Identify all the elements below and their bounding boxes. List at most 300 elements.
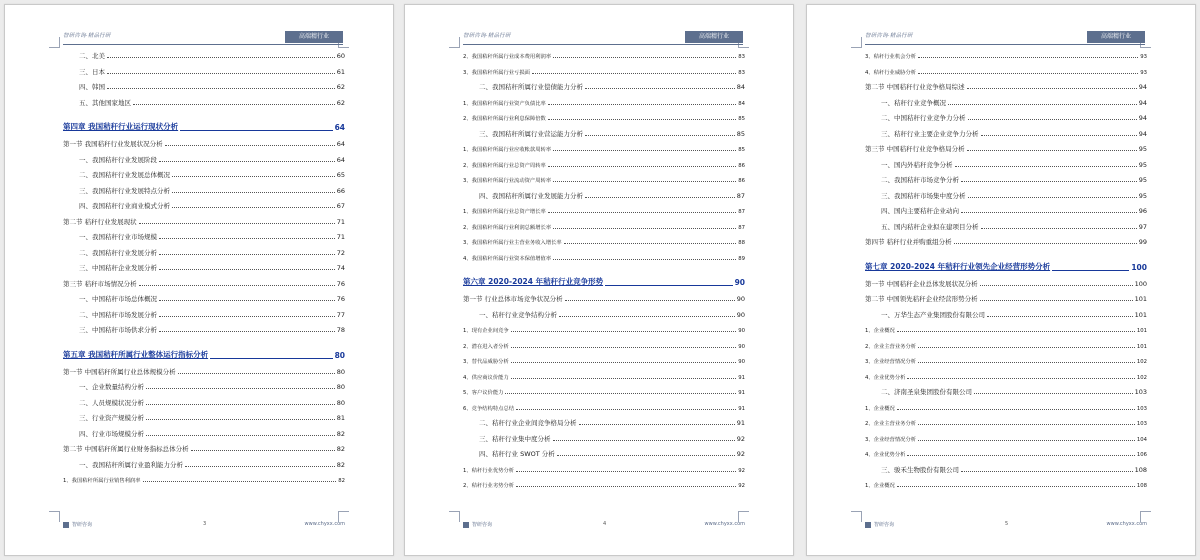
- toc-entry-title: 二、中国秸秆行业竞争力分析: [881, 114, 966, 122]
- toc-entry[interactable]: [63, 411, 345, 422]
- toc-entry-page: 80: [336, 383, 345, 391]
- toc-dot-leader: [548, 119, 736, 120]
- toc-entry-page: 96: [1138, 207, 1147, 215]
- toc-entry-title: 四、韩国: [79, 83, 105, 91]
- toc-entry[interactable]: [63, 65, 345, 76]
- toc-entry[interactable]: [63, 308, 345, 319]
- page-footer: [463, 521, 745, 531]
- toc-entry[interactable]: [463, 173, 745, 184]
- toc-entry[interactable]: [463, 370, 745, 381]
- toc-entry-title: 1、我国秸秆所属行业资产负债比率: [463, 100, 546, 107]
- toc-entry[interactable]: [865, 416, 1147, 427]
- page-number: 4: [603, 521, 607, 527]
- toc-entry-title: 一、我国秸秆行业发展阶段: [79, 155, 157, 164]
- page-number: 5: [1005, 521, 1009, 527]
- header-rule: [63, 44, 343, 45]
- toc-entry-title: 第二节 秸秆行业发展现状: [63, 217, 137, 226]
- toc-entry[interactable]: [865, 111, 1147, 122]
- toc-entry[interactable]: [63, 396, 345, 407]
- toc-dot-leader: [178, 373, 335, 374]
- toc-dot-leader: [987, 316, 1133, 317]
- toc-entry-page: 101: [1136, 328, 1147, 334]
- header-tag: 高端精行业: [685, 31, 743, 43]
- toc-entry-page: 83: [738, 69, 745, 76]
- toc-entry[interactable]: [463, 463, 745, 474]
- toc-entry-title: 二、秸秆行业企业间竞争格局分析: [479, 419, 577, 427]
- toc-entry[interactable]: [865, 432, 1147, 443]
- toc-entry-title: 第一节 中国秸秆企业总体发展状况分析: [865, 279, 978, 288]
- toc-entry[interactable]: [463, 447, 745, 458]
- toc-entry[interactable]: [865, 142, 1147, 153]
- toc-dot-leader: [553, 181, 736, 182]
- toc-entry-title: 二、济南圣泉集团股份有限公司: [881, 388, 972, 396]
- toc-entry-title: 一、我国秸秆行业市场规模: [79, 233, 157, 241]
- toc-entry-page: 74: [336, 264, 345, 272]
- toc-entry-title: 二、我国秸秆行业发展分析: [79, 248, 157, 257]
- toc-dot-leader: [511, 331, 737, 332]
- toc-entry-page: 94: [1138, 98, 1147, 107]
- toc-entry[interactable]: [63, 380, 345, 391]
- toc-entry[interactable]: [63, 80, 345, 91]
- toc-entry-page: 90: [738, 328, 745, 334]
- toc-entry-title: 第一节 我国秸秆行业发展状况分析: [63, 140, 163, 148]
- toc-dot-leader: [159, 331, 335, 332]
- toc-dot-leader: [516, 486, 736, 487]
- toc-entry[interactable]: [865, 220, 1147, 231]
- toc-entry-page: 80: [336, 398, 345, 407]
- toc-chapter-entry[interactable]: [463, 276, 745, 287]
- toc-entry-page: 81: [336, 414, 345, 422]
- toc-entry[interactable]: [463, 158, 745, 169]
- toc-entry[interactable]: [463, 323, 745, 334]
- toc-entry[interactable]: [865, 204, 1147, 215]
- toc-entry[interactable]: [463, 96, 745, 107]
- toc-entry[interactable]: [63, 458, 345, 469]
- toc-dot-leader: [557, 455, 735, 456]
- toc-dot-leader: [180, 130, 332, 131]
- toc-entry[interactable]: [63, 473, 345, 484]
- toc-entry-title: 二、中国秸秆市场发展分析: [79, 310, 157, 319]
- toc-entry-page: 108: [1136, 483, 1147, 489]
- toc-dot-leader: [954, 243, 1137, 244]
- toc-entry[interactable]: [865, 354, 1147, 365]
- toc-entry[interactable]: [865, 277, 1147, 288]
- toc-dot-leader: [172, 176, 335, 177]
- toc-dot-leader: [143, 481, 337, 482]
- toc-entry-title: 第二节 中国秸秆行业竞争格局综述: [865, 83, 965, 91]
- toc-entry-title: 三、我国秸秆行业发展特点分析: [79, 186, 170, 195]
- toc-entry[interactable]: [63, 168, 345, 179]
- footer-brand: 智研咨询: [472, 522, 493, 528]
- toc-dot-leader: [918, 347, 1135, 348]
- toc-dot-leader: [1052, 270, 1129, 271]
- toc-entry-title: 五、国内秸秆企业拟在建项目分析: [881, 222, 979, 231]
- toc-entry-page: 80: [336, 367, 345, 376]
- toc-dot-leader: [968, 119, 1137, 120]
- toc-entry-title: 三、行业资产规模分析: [79, 414, 144, 422]
- toc-dot-leader: [516, 471, 736, 472]
- toc-entry-title: 四、国内主要秸秆企业动向: [881, 207, 959, 215]
- toc-entry[interactable]: [463, 339, 745, 350]
- toc-entry[interactable]: [865, 370, 1147, 381]
- toc-entry-title: 五、其他国家地区: [79, 98, 131, 107]
- toc-entry-title: 3、我国秸秆所属行业主营业务收入增长率: [463, 240, 562, 246]
- toc-entry-title: 一、万华生态产业集团股份有限公司: [881, 310, 985, 319]
- toc-entry-page: 101: [1136, 343, 1147, 350]
- toc-dot-leader: [511, 347, 737, 348]
- toc-entry[interactable]: [63, 49, 345, 60]
- toc-entry-page: 82: [338, 478, 345, 484]
- toc-entry-page: 97: [1138, 222, 1147, 231]
- toc-dot-leader: [961, 181, 1137, 182]
- toc-entry-page: 100: [1134, 279, 1147, 288]
- toc-dot-leader: [159, 161, 335, 162]
- toc-entry-title: 三、我国秸秆所属行业营运能力分析: [479, 129, 583, 138]
- toc-dot-leader: [605, 285, 732, 286]
- toc-entry-title: 2、我国秸秆所属行业利息保障倍数: [463, 116, 546, 122]
- toc-dot-leader: [553, 150, 736, 151]
- toc-entry[interactable]: [865, 463, 1147, 474]
- toc-entry-page: 91: [736, 419, 745, 427]
- toc-dot-leader: [133, 104, 335, 105]
- footer-logo-icon: [865, 522, 871, 528]
- toc-dot-leader: [185, 466, 335, 467]
- document-page-3: [806, 4, 1196, 556]
- toc-entry-title: 二、我国秸秆所属行业偿债能力分析: [479, 83, 583, 91]
- toc-entry[interactable]: [463, 65, 745, 76]
- toc-entry-title: 一、秸秆行业竞争结构分析: [479, 310, 557, 319]
- page-header: [865, 31, 1145, 45]
- toc-dot-leader: [553, 228, 736, 229]
- toc-dot-leader: [516, 409, 736, 410]
- toc-entry-title: 3、企业经营情况分析: [865, 436, 917, 443]
- toc-entry-page: 77: [336, 310, 345, 319]
- toc-entry[interactable]: [865, 385, 1147, 396]
- toc-entry-title: 2、我国秸秆所属行业利润总额增长率: [463, 224, 552, 231]
- toc-entry-title: 2、潜在进入者分析: [463, 343, 509, 350]
- toc-entry[interactable]: [865, 323, 1147, 334]
- toc-dot-leader: [948, 104, 1137, 105]
- toc-dot-leader: [897, 486, 1135, 487]
- toc-entry[interactable]: [865, 189, 1147, 200]
- toc-entry[interactable]: [63, 277, 345, 288]
- toc-dot-leader: [210, 358, 332, 359]
- toc-entry-page: 104: [1136, 436, 1147, 443]
- toc-entry-page: 62: [336, 98, 345, 107]
- toc-entry-title: 二、我国秸秆行业发展总体概况: [79, 171, 170, 179]
- toc-entry-page: 94: [1138, 114, 1147, 122]
- toc-entry-title: 第四节 秸秆行业并购重组分析: [865, 238, 952, 246]
- toc-entry-title: 1、企业概况: [865, 328, 895, 334]
- toc-entry-page: 62: [336, 83, 345, 91]
- crop-mark-top-left: [851, 37, 862, 48]
- toc-entry[interactable]: [463, 432, 745, 443]
- toc-entry-title: 4、我国秸秆所属行业资本保值增值率: [463, 255, 552, 262]
- toc-entry-page: 93: [1140, 69, 1147, 76]
- footer-logo-icon: [63, 522, 69, 528]
- toc-entry[interactable]: [865, 339, 1147, 350]
- toc-dot-leader: [918, 424, 1135, 425]
- toc-entry-page: 103: [1134, 388, 1147, 396]
- toc-entry[interactable]: [463, 80, 745, 91]
- toc-entry-title: 第六章 2020-2024 年秸秆行业竞争形势: [463, 277, 604, 286]
- toc-dot-leader: [907, 455, 1134, 456]
- toc-dot-leader: [585, 88, 735, 89]
- toc-entry[interactable]: [865, 80, 1147, 91]
- toc-entry[interactable]: [865, 173, 1147, 184]
- toc-dot-leader: [981, 135, 1137, 136]
- toc-entry-title: 四、行业市场规模分析: [79, 429, 144, 438]
- toc-entry[interactable]: [63, 153, 345, 164]
- toc-entry[interactable]: [463, 354, 745, 365]
- toc-entry-page: 102: [1136, 374, 1147, 381]
- toc-entry-page: 91: [738, 405, 745, 412]
- toc-entry[interactable]: [463, 204, 745, 215]
- toc-dot-leader: [585, 197, 735, 198]
- toc-entry-title: 1、秸秆行业优势分析: [463, 467, 515, 474]
- toc-entry[interactable]: [63, 230, 345, 241]
- toc-entry[interactable]: [865, 235, 1147, 246]
- toc-entry[interactable]: [63, 261, 345, 272]
- toc-dot-leader: [967, 88, 1137, 89]
- toc-entry-title: 三、骏禾生物股份有限公司: [881, 465, 959, 474]
- toc-entry-title: 3、我国秸秆所属行业流动资产周转率: [463, 178, 552, 184]
- toc-dot-leader: [511, 378, 737, 379]
- toc-entry-page: 85: [738, 116, 745, 122]
- toc-dot-leader: [548, 212, 736, 213]
- toc-entry[interactable]: [463, 111, 745, 122]
- toc-entry-page: 80: [334, 350, 345, 360]
- crop-mark-bottom-left: [449, 511, 460, 522]
- toc-entry[interactable]: [63, 292, 345, 303]
- toc-dot-leader: [107, 73, 335, 74]
- toc-entry-title: 3、秸秆行业机会分析: [865, 54, 917, 60]
- toc-entry-page: 64: [336, 155, 345, 164]
- toc-entry-title: 3、企业经营情况分析: [865, 359, 917, 365]
- header-rule: [463, 44, 743, 45]
- toc-dot-leader: [553, 57, 736, 58]
- toc-entry-page: 99: [1138, 238, 1147, 246]
- toc-entry-title: 三、日本: [79, 67, 105, 76]
- toc-dot-leader: [918, 73, 1138, 74]
- crop-mark-top-left: [49, 37, 60, 48]
- toc-entry-page: 87: [738, 224, 745, 231]
- toc-entry-page: 101: [1134, 310, 1147, 319]
- toc-entry[interactable]: [463, 142, 745, 153]
- toc-entry[interactable]: [63, 96, 345, 107]
- header-rule: [865, 44, 1145, 45]
- toc-entry[interactable]: [463, 478, 745, 489]
- toc-dot-leader: [918, 57, 1138, 58]
- toc-entry[interactable]: [463, 385, 745, 396]
- toc-dot-leader: [553, 440, 735, 441]
- toc-entry-title: 二、北美: [79, 52, 105, 60]
- toc-entry[interactable]: [463, 416, 745, 427]
- header-brand: 智研咨询·精品行研: [63, 33, 111, 39]
- toc-entry[interactable]: [63, 246, 345, 257]
- toc-entry-title: 一、企业数量结构分析: [79, 383, 144, 391]
- toc-entry-page: 95: [1138, 160, 1147, 169]
- toc-entry-page: 94: [1138, 129, 1147, 138]
- toc-entry-page: 82: [336, 445, 345, 453]
- toc-entry[interactable]: [865, 127, 1147, 138]
- toc-entry-title: 第二节 中国秸秆所属行业财务指标总体分析: [63, 445, 189, 453]
- toc-entry[interactable]: [865, 49, 1147, 60]
- toc-dot-leader: [139, 223, 335, 224]
- toc-entry[interactable]: [463, 308, 745, 319]
- toc-dot-leader: [553, 259, 736, 260]
- footer-brand: 智研咨询: [72, 522, 93, 528]
- toc-entry[interactable]: [63, 442, 345, 453]
- toc-dot-leader: [559, 316, 735, 317]
- toc-entry-page: 92: [738, 483, 745, 489]
- toc-dot-leader: [980, 300, 1133, 301]
- toc-entry[interactable]: [63, 215, 345, 226]
- toc-entry[interactable]: [463, 401, 745, 412]
- toc-entry-page: 103: [1136, 421, 1147, 427]
- toc-entry[interactable]: [463, 189, 745, 200]
- toc-entry[interactable]: [63, 427, 345, 438]
- toc-entry-title: 1、企业概况: [865, 405, 895, 412]
- toc-dot-leader: [955, 166, 1137, 167]
- toc-entry[interactable]: [463, 220, 745, 231]
- toc-entry[interactable]: [63, 137, 345, 148]
- toc-entry-title: 二、人员规模状况分析: [79, 398, 144, 407]
- toc-chapter-entry[interactable]: [63, 121, 345, 132]
- toc-entry[interactable]: [865, 96, 1147, 107]
- toc-entry-title: 4、秸秆行业威胁分析: [865, 69, 917, 76]
- toc-entry-page: 92: [736, 450, 745, 458]
- toc-entry[interactable]: [63, 184, 345, 195]
- toc-entry-page: 67: [336, 202, 345, 210]
- toc-entry[interactable]: [865, 292, 1147, 303]
- toc-entry-title: 1、企业概况: [865, 483, 895, 489]
- toc-entry[interactable]: [63, 199, 345, 210]
- toc-entry-title: 2、我国秸秆所属行业总资产周转率: [463, 162, 546, 169]
- crop-mark-bottom-left: [851, 511, 862, 522]
- header-brand: 智研咨询·精品行研: [865, 33, 913, 39]
- toc-entry-title: 第七章 2020-2024 年秸秆行业领先企业经营形势分析: [865, 261, 1051, 271]
- toc-dot-leader: [907, 378, 1134, 379]
- toc-dot-leader: [548, 166, 736, 167]
- toc-entry-title: 四、我国秸秆行业商业模式分析: [79, 202, 170, 210]
- toc-dot-leader: [918, 362, 1135, 363]
- toc-entry-page: 78: [336, 326, 345, 334]
- toc-chapter-entry[interactable]: [63, 349, 345, 360]
- toc-entry-title: 三、中国秸秆企业发展分析: [79, 264, 157, 272]
- toc-entry-title: 3、我国秸秆所属行业亏损面: [463, 69, 530, 76]
- header-tag: 高端精行业: [1087, 31, 1145, 43]
- toc-entry-page: 95: [1138, 145, 1147, 153]
- toc-entry-title: 4、企业优势分析: [865, 374, 906, 381]
- toc-entry-page: 91: [738, 390, 745, 396]
- toc-entry[interactable]: [463, 49, 745, 60]
- toc-entry[interactable]: [463, 251, 745, 262]
- toc-dot-leader: [981, 228, 1137, 229]
- toc-dot-leader: [146, 435, 335, 436]
- toc-dot-leader: [511, 362, 737, 363]
- toc-dot-leader: [974, 393, 1133, 394]
- toc-entry-title: 三、中国秸秆市场供求分析: [79, 326, 157, 334]
- toc-dot-leader: [159, 254, 335, 255]
- toc-entry-title: 二、我国秸秆市场竞争分析: [881, 176, 959, 184]
- toc-entry-title: 一、我国秸秆所属行业盈利能力分析: [79, 460, 183, 469]
- toc-dot-leader: [165, 145, 335, 146]
- toc-chapter-entry[interactable]: [865, 261, 1147, 272]
- toc-entry-page: 76: [336, 295, 345, 303]
- toc-dot-leader: [159, 300, 335, 301]
- toc-entry-page: 88: [738, 240, 745, 246]
- toc-entry-page: 95: [1138, 191, 1147, 200]
- toc-entry-title: 2、秸秆行业劣势分析: [463, 483, 515, 489]
- toc-entry[interactable]: [865, 447, 1147, 458]
- toc-entry[interactable]: [865, 478, 1147, 489]
- crop-mark-top-left: [449, 37, 460, 48]
- toc-entry-page: 106: [1136, 452, 1147, 458]
- toc-dot-leader: [146, 388, 335, 389]
- toc-entry[interactable]: [63, 323, 345, 334]
- toc-entry-title: 第一节 中国秸秆所属行业总体规模分析: [63, 367, 176, 376]
- header-brand: 智研咨询·精品行研: [463, 33, 511, 39]
- toc-entry-title: 1、现有企业间竞争: [463, 328, 509, 334]
- toc-entry[interactable]: [63, 365, 345, 376]
- toc-entry[interactable]: [463, 127, 745, 138]
- toc-entry-page: 103: [1136, 405, 1147, 412]
- toc-entry-page: 84: [736, 83, 745, 91]
- toc-entry-title: 1、我国秸秆所属行业总资产增长率: [463, 209, 546, 215]
- toc-entry-title: 一、中国秸秆市场总体概况: [79, 295, 157, 303]
- toc-entry-page: 86: [738, 162, 745, 169]
- toc-entry[interactable]: [865, 65, 1147, 76]
- page-footer: [63, 521, 345, 531]
- crop-mark-bottom-left: [49, 511, 60, 522]
- toc-entry[interactable]: [463, 292, 745, 303]
- toc-dot-leader: [159, 316, 335, 317]
- toc-dot-leader: [146, 419, 335, 420]
- toc-entry-page: 71: [336, 233, 345, 241]
- toc-dot-leader: [159, 238, 335, 239]
- toc-entry-title: 1、我国秸秆所属行业销售利润率: [63, 478, 141, 484]
- toc-dot-leader: [961, 212, 1137, 213]
- toc-entry-page: 92: [736, 434, 745, 443]
- toc-entry-title: 第三节 中国秸秆行业竞争格局分析: [865, 145, 965, 153]
- toc-entry[interactable]: [463, 235, 745, 246]
- toc-entry-page: 64: [334, 123, 345, 132]
- toc-entry-title: 4、供应商议价能力: [463, 374, 509, 381]
- toc-entry-page: 102: [1136, 359, 1147, 365]
- toc-entry-title: 6、竞争结构特点总结: [463, 405, 515, 412]
- toc-dot-leader: [107, 88, 335, 89]
- toc-entry[interactable]: [865, 158, 1147, 169]
- toc-entry-title: 第二节 中国领先秸秆企业经营形势分析: [865, 295, 978, 303]
- page-header: [63, 31, 343, 45]
- toc-dot-leader: [139, 285, 335, 286]
- toc-entry-title: 第一节 行业总体市场竞争状况分析: [463, 295, 563, 303]
- toc-entry-title: 第五章 我国秸秆所属行业整体运行指标分析: [63, 349, 209, 359]
- footer-logo-icon: [463, 522, 469, 528]
- toc-entry-page: 86: [738, 178, 745, 184]
- document-page-2: [404, 4, 794, 556]
- toc-entry-page: 64: [336, 140, 345, 148]
- toc-dot-leader: [107, 57, 335, 58]
- toc-dot-leader: [159, 269, 335, 270]
- toc-entry-title: 四、我国秸秆所属行业发展能力分析: [479, 191, 583, 200]
- toc-dot-leader: [505, 393, 736, 394]
- toc-entry-page: 76: [336, 279, 345, 288]
- toc-entry-page: 82: [336, 429, 345, 438]
- toc-entry[interactable]: [865, 401, 1147, 412]
- toc-entry[interactable]: [865, 308, 1147, 319]
